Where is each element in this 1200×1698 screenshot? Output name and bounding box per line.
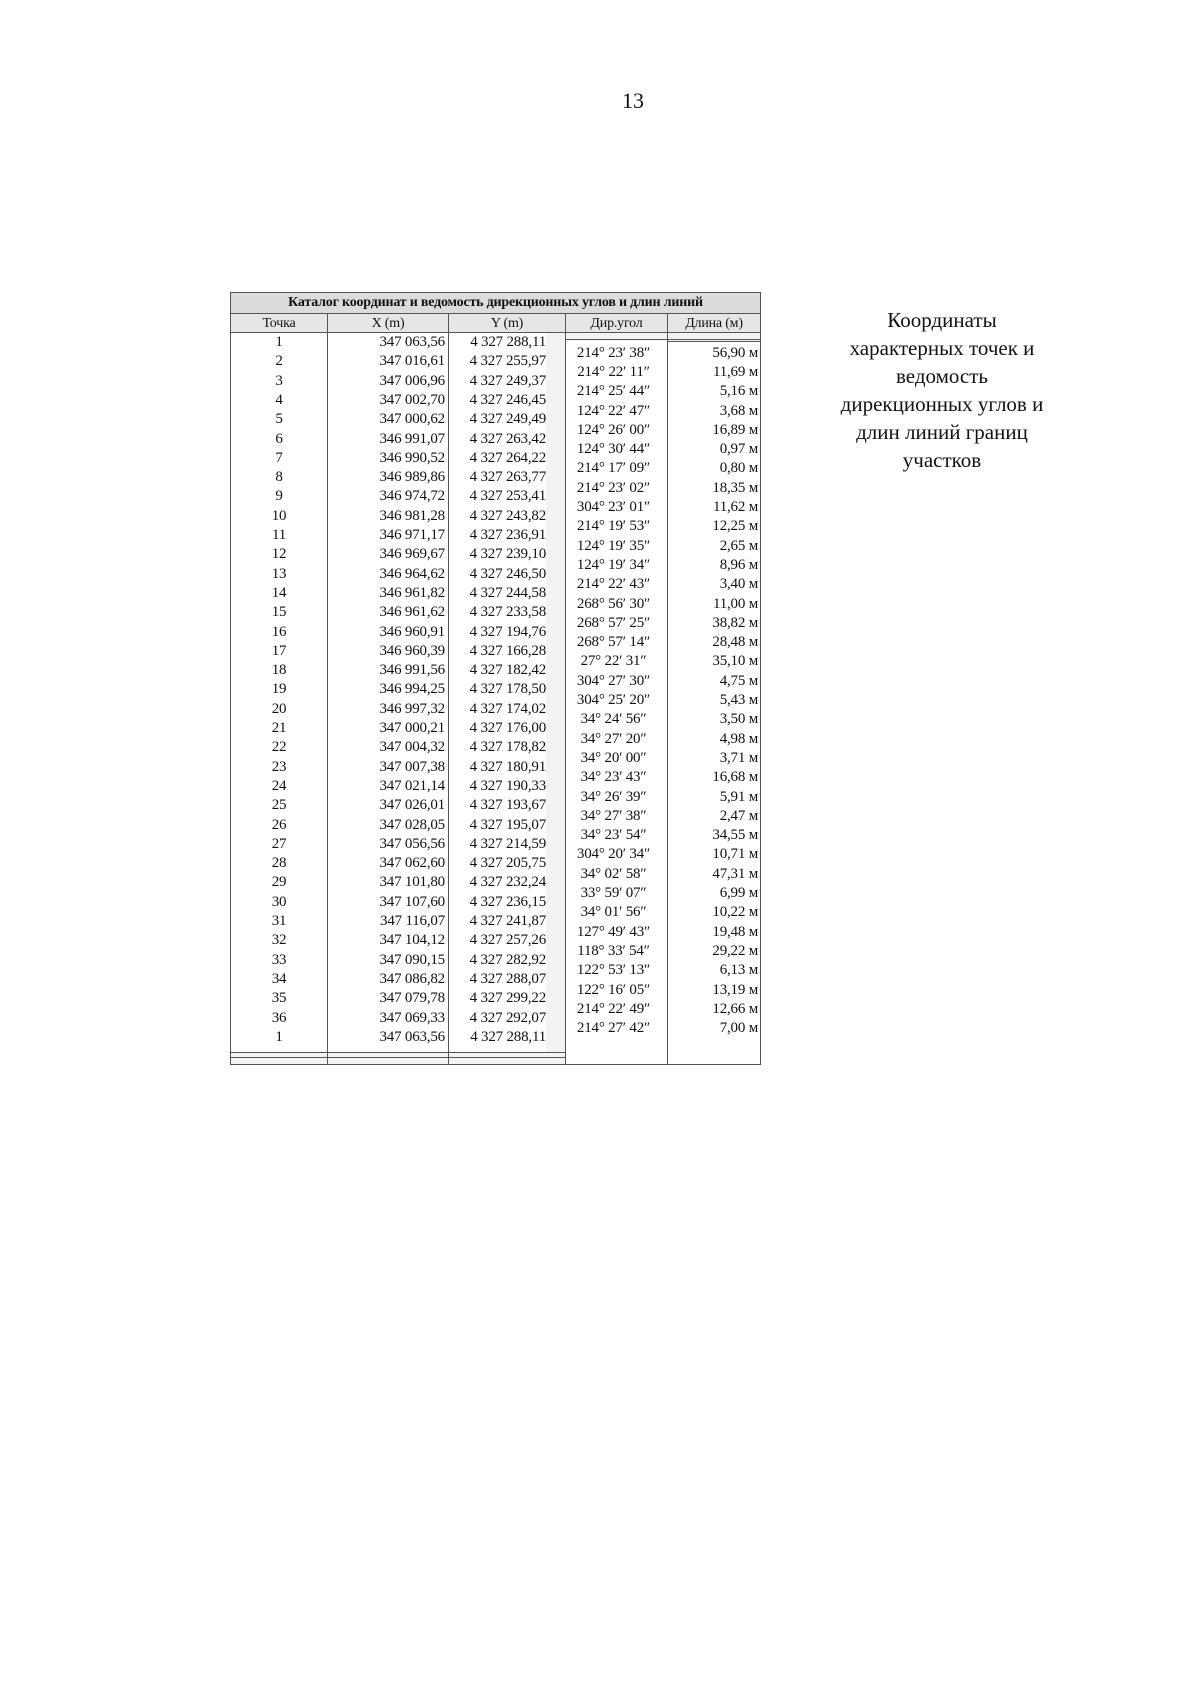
table-row: [565, 672, 760, 691]
direction-angle: 34° 23′ 54″: [580, 827, 647, 844]
line-length: 3,71 м: [719, 749, 758, 766]
table-row: [565, 344, 760, 363]
side-caption: [822, 306, 1062, 474]
x-coordinate: 347 101,80: [379, 874, 445, 891]
x-coordinate: 346 981,28: [379, 507, 445, 524]
direction-angle: 268° 57′ 14″: [576, 634, 651, 651]
table-row: [231, 333, 546, 352]
x-coordinate: 346 961,82: [379, 584, 445, 601]
x-coordinate: 346 997,32: [379, 700, 445, 717]
line-length: 6,99 м: [719, 885, 758, 901]
x-coordinate: 346 961,62: [379, 604, 445, 621]
point-number: 33: [271, 951, 287, 968]
table-row: [565, 421, 760, 440]
x-coordinate: 346 994,25: [379, 681, 445, 698]
point-number: 32: [271, 932, 287, 949]
x-coordinate: 346 969,67: [379, 546, 445, 563]
table-row: [565, 363, 760, 382]
y-coordinate: 4 327 190,33: [469, 777, 546, 794]
direction-angle: 34° 27′ 20″: [580, 730, 647, 747]
table-row: [231, 816, 546, 835]
line-length: 29,22 м: [712, 942, 758, 959]
x-coordinate: 347 004,32: [379, 739, 445, 756]
direction-angle: 304° 27′ 30″: [576, 672, 651, 689]
table-row: [231, 719, 546, 738]
direction-angle: 214° 22′ 43″: [576, 576, 651, 593]
table-row: [231, 623, 546, 642]
table-row: [231, 410, 546, 429]
caption-line: Координаты: [887, 308, 997, 332]
line-length: 19,48 м: [712, 923, 758, 940]
y-coordinate: 4 327 176,00: [469, 720, 546, 736]
caption-line: длин линий границ: [856, 420, 1028, 444]
divider: [231, 1057, 565, 1058]
point-number: 14: [271, 584, 287, 601]
line-length: 4,75 м: [719, 672, 758, 689]
point-number: 26: [271, 816, 287, 833]
y-coordinate: 4 327 249,37: [469, 372, 546, 389]
table-row: [565, 382, 760, 401]
x-coordinate: 347 007,38: [379, 758, 445, 775]
table-row: [565, 459, 760, 478]
x-coordinate: 346 964,62: [379, 565, 445, 582]
line-length: 35,10 м: [712, 653, 758, 670]
y-coordinate: 4 327 182,42: [469, 662, 546, 679]
point-number: 35: [271, 990, 287, 1007]
y-coordinate: 4 327 174,02: [469, 700, 546, 717]
table-row: [565, 749, 760, 768]
point-number: 6: [275, 430, 283, 447]
y-coordinate: 4 327 178,82: [469, 739, 546, 756]
table-row: [565, 498, 760, 517]
line-length: 5,16 м: [719, 383, 758, 400]
table-row: [565, 730, 760, 749]
table-row: [231, 661, 546, 680]
line-length: 7,00 м: [719, 1020, 758, 1037]
point-number: 31: [271, 913, 287, 929]
point-number: 12: [271, 546, 287, 563]
y-coordinate: 4 327 232,24: [469, 874, 546, 891]
table-row: [231, 545, 546, 564]
table-row: [231, 970, 546, 989]
page-number: 13: [622, 88, 644, 113]
y-coordinate: 4 327 243,82: [469, 507, 546, 524]
y-coordinate: 4 327 194,76: [469, 623, 546, 640]
point-number: 24: [271, 777, 287, 794]
direction-angle: 124° 19′ 34″: [576, 556, 651, 573]
x-coordinate: 347 026,01: [379, 797, 445, 814]
direction-angle: 124° 30′ 44″: [576, 441, 651, 458]
direction-angle: 34° 27′ 38″: [580, 807, 647, 824]
point-number: 3: [275, 372, 283, 389]
y-coordinate: 4 327 263,77: [469, 469, 546, 486]
direction-angle: 214° 17′ 09″: [576, 460, 651, 477]
table-row: [231, 835, 546, 854]
table-row: [565, 1019, 760, 1038]
line-length: 12,66 м: [712, 1000, 758, 1017]
line-length: 12,25 м: [712, 518, 758, 535]
table-row: [565, 537, 760, 556]
table-row: [231, 352, 546, 371]
table-row: [565, 923, 760, 942]
table-row: [565, 517, 760, 536]
y-coordinate: 4 327 282,92: [469, 951, 546, 968]
x-coordinate: 346 989,86: [379, 469, 445, 486]
table-row: [565, 402, 760, 421]
caption-line: участков: [902, 448, 982, 472]
point-number: 2: [275, 353, 283, 370]
table-row: [565, 633, 760, 652]
y-coordinate: 4 327 241,87: [469, 913, 546, 929]
point-number: 7: [275, 449, 283, 466]
point-number: 5: [275, 411, 283, 428]
line-length: 11,00 м: [712, 595, 758, 612]
point-number: 36: [271, 1009, 287, 1026]
point-number: 8: [275, 469, 283, 486]
line-length: 38,82 м: [712, 614, 758, 631]
point-number: 21: [271, 720, 287, 736]
point-number: 4: [275, 391, 283, 408]
point-number: 1: [275, 1028, 283, 1045]
point-number: 1: [275, 334, 283, 350]
point-number: 11: [271, 527, 287, 543]
point-number: 29: [271, 874, 287, 891]
table-title: Каталог координат и ведомость дирекционных углов и длин линий: [231, 293, 760, 314]
table-row: [565, 575, 760, 594]
x-coordinate: 346 960,91: [379, 623, 445, 640]
table-row: [231, 1028, 546, 1047]
divider: [565, 339, 760, 340]
x-coordinate: 347 028,05: [379, 816, 445, 833]
line-length: 13,19 м: [712, 981, 758, 998]
direction-angle: 124° 19′ 35″: [576, 537, 651, 554]
table-row: [231, 372, 546, 391]
direction-angle: 127° 49′ 43″: [576, 923, 651, 940]
table-row: [231, 738, 546, 757]
y-coordinate: 4 327 246,45: [469, 391, 546, 408]
caption-line: ведомость: [895, 364, 988, 388]
table-row: [565, 652, 760, 671]
line-length: 2,47 м: [719, 807, 758, 824]
table-row: [565, 981, 760, 1000]
y-coordinate: 4 327 205,75: [469, 855, 546, 872]
x-coordinate: 346 960,39: [379, 642, 445, 659]
table-row: [231, 873, 546, 892]
point-number: 18: [271, 662, 287, 679]
y-coordinate: 4 327 246,50: [469, 565, 546, 582]
line-length: 11,69 м: [712, 363, 758, 380]
y-coordinate: 4 327 264,22: [469, 449, 546, 466]
line-length: 3,40 м: [719, 576, 758, 593]
table-row: [565, 942, 760, 961]
x-coordinate: 347 016,61: [379, 353, 445, 370]
x-coordinate: 347 069,33: [379, 1009, 445, 1026]
divider: [668, 341, 760, 342]
direction-angle: 34° 01′ 56″: [580, 904, 647, 921]
table-row: [231, 487, 546, 506]
direction-angle: 122° 16′ 05″: [576, 981, 651, 998]
line-length: 28,48 м: [712, 634, 758, 651]
line-length: 10,71 м: [712, 846, 758, 863]
y-coordinate: 4 327 263,42: [469, 430, 546, 447]
x-coordinate: 347 000,21: [379, 720, 445, 736]
x-coordinate: 347 021,14: [379, 777, 445, 794]
direction-angle: 34° 20′ 00″: [580, 749, 647, 766]
table-row: [231, 642, 546, 661]
x-coordinate: 346 974,72: [379, 488, 445, 505]
table-row: [231, 700, 546, 719]
line-length: 3,68 м: [719, 402, 758, 419]
point-number: 10: [271, 507, 287, 524]
point-number: 27: [271, 835, 287, 852]
table-row: [565, 788, 760, 807]
x-coordinate: 347 006,96: [379, 372, 445, 389]
y-coordinate: 4 327 249,49: [469, 411, 546, 428]
x-coordinate: 346 991,56: [379, 662, 445, 679]
table-row: [565, 768, 760, 787]
table-row: [231, 468, 546, 487]
table-row: [231, 931, 546, 950]
caption-line: характерных точек и: [849, 336, 1035, 360]
direction-angle: 214° 25′ 44″: [576, 383, 651, 400]
direction-angle: 124° 22′ 47″: [576, 402, 651, 419]
table-row: [231, 430, 546, 449]
line-length: 3,50 м: [719, 711, 758, 728]
header-length: Длина (м): [668, 314, 760, 333]
x-coordinate: 347 079,78: [379, 990, 445, 1007]
y-coordinate: 4 327 193,67: [469, 797, 546, 814]
table-row: [231, 758, 546, 777]
direction-angle: 122° 53′ 13″: [576, 962, 651, 979]
table-row: [565, 710, 760, 729]
y-coordinate: 4 327 195,07: [469, 816, 546, 833]
table-row: [231, 777, 546, 796]
table-row: [231, 391, 546, 410]
x-coordinate: 347 063,56: [379, 1028, 445, 1045]
direction-angle: 118° 33′ 54″: [577, 942, 650, 959]
table-row: [565, 961, 760, 980]
direction-angle: 214° 22′ 11″: [577, 363, 650, 380]
x-coordinate: 347 056,56: [379, 835, 445, 852]
line-length: 16,68 м: [712, 769, 758, 786]
line-length: 8,96 м: [719, 556, 758, 573]
point-number: 34: [271, 970, 287, 987]
y-coordinate: 4 327 239,10: [469, 546, 546, 563]
y-coordinate: 4 327 166,28: [469, 642, 546, 659]
header-angle: Дир.угол: [566, 314, 667, 333]
table-row: [231, 912, 546, 931]
direction-angle: 214° 23′ 38″: [576, 344, 651, 361]
line-length: 34,55 м: [712, 827, 758, 844]
table-row: [231, 526, 546, 545]
line-length: 56,90 м: [712, 344, 758, 361]
y-coordinate: 4 327 233,58: [469, 604, 546, 621]
direction-angle: 124° 26′ 00″: [576, 421, 651, 438]
table-row: [565, 807, 760, 826]
table-row: [231, 603, 546, 622]
table-row: [231, 449, 546, 468]
table-row: [565, 614, 760, 633]
table-row: [565, 903, 760, 922]
y-coordinate: 4 327 255,97: [469, 353, 546, 370]
line-length: 5,91 м: [719, 788, 758, 805]
direction-angle: 27° 22′ 31″: [580, 653, 647, 670]
direction-angle: 304° 20′ 34″: [576, 846, 651, 863]
y-coordinate: 4 327 292,07: [469, 1009, 546, 1026]
table-row: [231, 565, 546, 584]
x-coordinate: 347 002,70: [379, 391, 445, 408]
y-coordinate: 4 327 253,41: [469, 488, 546, 505]
table-row: [565, 440, 760, 459]
point-number: 22: [271, 739, 287, 756]
table-row: [231, 796, 546, 815]
header-x: X (m): [328, 314, 448, 333]
y-coordinate: 4 327 299,22: [469, 990, 546, 1007]
table-row: [565, 691, 760, 710]
y-coordinate: 4 327 244,58: [469, 584, 546, 601]
point-number: 30: [271, 893, 287, 910]
y-coordinate: 4 327 236,15: [469, 893, 546, 910]
x-coordinate: 346 990,52: [379, 449, 445, 466]
line-length: 16,89 м: [712, 421, 758, 438]
line-length: 0,97 м: [719, 441, 758, 458]
direction-angle: 33° 59′ 07″: [580, 885, 647, 901]
x-coordinate: 346 991,07: [379, 430, 445, 447]
x-coordinate: 347 090,15: [379, 951, 445, 968]
table-row: [231, 680, 546, 699]
direction-angle: 34° 24′ 56″: [580, 711, 647, 728]
divider: [231, 1052, 565, 1053]
table-row: [565, 479, 760, 498]
table-row: [565, 884, 760, 903]
x-coordinate: 346 971,17: [379, 527, 445, 543]
point-number: 17: [271, 642, 287, 659]
direction-angle: 304° 23′ 01″: [576, 499, 651, 515]
line-length: 47,31 м: [712, 865, 758, 882]
table-row: [565, 1000, 760, 1019]
point-number: 13: [271, 565, 287, 582]
line-length: 18,35 м: [712, 479, 758, 496]
y-coordinate: 4 327 288,11: [470, 334, 546, 350]
line-length: 10,22 м: [712, 904, 758, 921]
x-coordinate: 347 107,60: [379, 893, 445, 910]
direction-angle: 304° 25′ 20″: [576, 692, 651, 708]
x-coordinate: 347 086,82: [379, 970, 445, 987]
x-coordinate: 347 063,56: [379, 334, 445, 350]
x-coordinate: 347 116,07: [380, 913, 445, 929]
point-number: 15: [271, 604, 287, 621]
coordinate-catalog-table: [230, 292, 761, 1065]
direction-angle: 214° 19′ 53″: [576, 518, 651, 535]
point-number: 19: [271, 681, 287, 698]
table-row: [565, 845, 760, 864]
direction-angle: 268° 56′ 30″: [576, 595, 651, 612]
x-coordinate: 347 062,60: [379, 855, 445, 872]
table-row: [231, 893, 546, 912]
point-number: 16: [271, 623, 287, 640]
x-coordinate: 347 000,62: [379, 411, 445, 428]
y-coordinate: 4 327 214,59: [469, 835, 546, 852]
line-length: 2,65 м: [719, 537, 758, 554]
point-number: 23: [271, 758, 287, 775]
direction-angle: 214° 23′ 02″: [576, 479, 651, 496]
direction-angle: 214° 22′ 49″: [576, 1000, 651, 1017]
header-point: Точка: [231, 314, 327, 333]
table-row: [231, 989, 546, 1008]
y-coordinate: 4 327 288,07: [469, 970, 546, 987]
y-coordinate: 4 327 257,26: [469, 932, 546, 949]
direction-angle: 34° 02′ 58″: [580, 865, 647, 882]
table-row: [231, 584, 546, 603]
caption-line: дирекционных углов и: [840, 392, 1044, 416]
point-number: 9: [275, 488, 283, 505]
table-row: [565, 595, 760, 614]
table-row: [231, 507, 546, 526]
table-row: [565, 865, 760, 884]
x-coordinate: 347 104,12: [379, 932, 445, 949]
direction-angle: 214° 27′ 42″: [576, 1020, 651, 1037]
header-y: Y (m): [449, 314, 565, 333]
line-length: 0,80 м: [719, 460, 758, 477]
line-length: 11,62 м: [712, 499, 758, 515]
table-row: [231, 854, 546, 873]
direction-angle: 34° 23′ 43″: [580, 769, 647, 786]
y-coordinate: 4 327 288,11: [470, 1028, 546, 1045]
point-number: 28: [271, 855, 287, 872]
direction-angle: 34° 26′ 39″: [580, 788, 647, 805]
table-row: [565, 556, 760, 575]
line-length: 6,13 м: [719, 962, 758, 979]
line-length: 5,43 м: [719, 692, 758, 708]
y-coordinate: 4 327 178,50: [469, 681, 546, 698]
direction-angle: 268° 57′ 25″: [576, 614, 651, 631]
table-row: [231, 951, 546, 970]
table-row: [231, 1009, 546, 1028]
point-number: 25: [271, 797, 287, 814]
y-coordinate: 4 327 180,91: [469, 758, 546, 775]
y-coordinate: 4 327 236,91: [469, 527, 546, 543]
point-number: 20: [271, 700, 287, 717]
table-row: [565, 826, 760, 845]
line-length: 4,98 м: [719, 730, 758, 747]
